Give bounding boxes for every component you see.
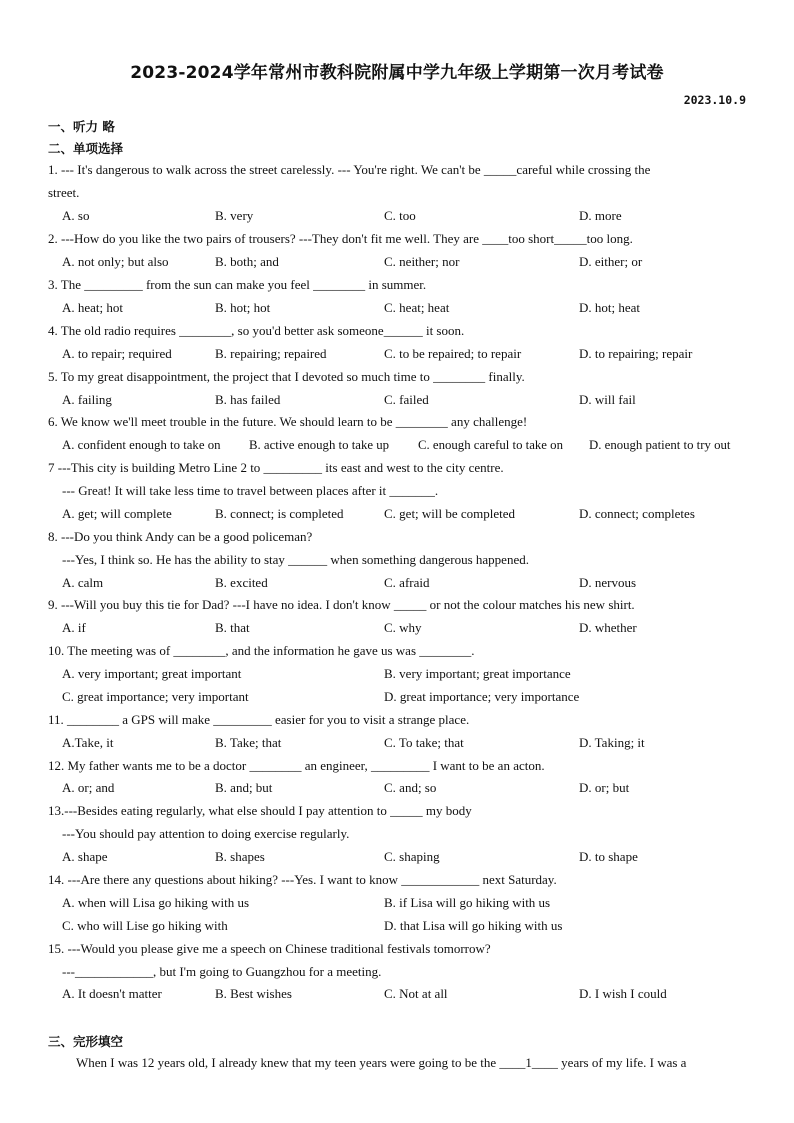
question-3-stem: 3. The _________ from the sun can make you feel ________ in summer. xyxy=(48,277,427,292)
question-15-stem-cont: ---____________, but I'm going to Guangzhou for a meeting. xyxy=(62,964,382,979)
question-8-option-c: C. afraid xyxy=(384,575,430,590)
question-5-stem: 5. To my great disappointment, the project that I devoted so much time to ________ finally. xyxy=(48,369,525,384)
question-8-stem: 8. ---Do you think Andy can be a good policeman? xyxy=(48,529,313,544)
question-2-option-b: B. both; and xyxy=(215,254,279,269)
question-11-option-c: C. To take; that xyxy=(384,735,464,750)
question-1-option-b: B. very xyxy=(215,208,254,223)
question-10-stem: 10. The meeting was of ________, and the information he gave us was ________. xyxy=(48,643,475,658)
question-13-stem-cont: ---You should pay attention to doing exercise regularly. xyxy=(62,826,350,841)
question-6-option-c: C. enough careful to take on xyxy=(418,438,563,452)
question-9-option-a: A. if xyxy=(62,620,86,635)
question-11-option-d: D. Taking; it xyxy=(579,735,645,750)
question-1-option-c: C. too xyxy=(384,208,416,223)
question-13-option-c: C. shaping xyxy=(384,849,440,864)
question-7-option-b: B. connect; is completed xyxy=(215,506,344,521)
question-12-option-a: A. or; and xyxy=(62,780,115,795)
question-15-stem: 15. ---Would you please give me a speech on Chinese traditional festivals tomorrow? xyxy=(48,941,491,956)
question-2-stem: 2. ---How do you like the two pairs of trousers? ---They don't fit me well. They are ____too short_____too long. xyxy=(48,231,633,246)
question-5-option-c: C. failed xyxy=(384,392,429,407)
question-14-stem: 14. ---Are there any questions about hiking? ---Yes. I want to know ____________ next Saturday. xyxy=(48,872,557,887)
section-single-choice: 二、单项选择 xyxy=(48,141,124,156)
question-1-option-d: D. more xyxy=(579,208,622,223)
question-12-option-b: B. and; but xyxy=(215,780,273,795)
question-6-option-d: D. enough patient to try out xyxy=(589,438,731,452)
question-8-option-d: D. nervous xyxy=(579,575,637,590)
question-4-option-b: B. repairing; repaired xyxy=(215,346,327,361)
question-15-option-a: A. It doesn't matter xyxy=(62,986,162,1001)
question-15-option-b: B. Best wishes xyxy=(215,986,292,1001)
question-13-option-a: A. shape xyxy=(62,849,108,864)
question-8-option-a: A. calm xyxy=(62,575,104,590)
section-cloze: 三、完形填空 xyxy=(48,1034,124,1049)
question-13-option-b: B. shapes xyxy=(215,849,265,864)
question-4-option-d: D. to repairing; repair xyxy=(579,346,693,361)
question-7-stem: 7 ---This city is building Metro Line 2 to _________ its east and west to the city centre. xyxy=(48,460,504,475)
question-11-stem: 11. ________ a GPS will make _________ easier for you to visit a strange place. xyxy=(48,712,470,727)
question-3-option-a: A. heat; hot xyxy=(62,300,124,315)
question-11-option-b: B. Take; that xyxy=(215,735,282,750)
question-7-option-a: A. get; will complete xyxy=(62,506,172,521)
question-9-option-b: B. that xyxy=(215,620,250,635)
question-14-option-b: B. if Lisa will go hiking with us xyxy=(384,895,551,910)
question-10-option-d: D. great importance; very importance xyxy=(384,689,580,704)
question-1-option-a: A. so xyxy=(62,208,90,223)
question-1-stem-cont: street. xyxy=(48,185,80,200)
question-7-option-c: C. get; will be completed xyxy=(384,506,516,521)
question-2-option-c: C. neither; nor xyxy=(384,254,460,269)
question-2-option-d: D. either; or xyxy=(579,254,643,269)
question-14-option-c: C. who will Lise go hiking with xyxy=(62,918,228,933)
question-12-stem: 12. My father wants me to be a doctor ________ an engineer, _________ I want to be an acton. xyxy=(48,758,545,773)
question-4-stem: 4. The old radio requires ________, so you'd better ask someone______ it soon. xyxy=(48,323,465,338)
question-10-option-b: B. very important; great importance xyxy=(384,666,571,681)
question-8-option-b: B. excited xyxy=(215,575,268,590)
question-5-option-a: A. failing xyxy=(62,392,112,407)
cloze-passage-line-1: When I was 12 years old, I already knew that my teen years were going to be the ____1____ years of my life. I was a xyxy=(76,1055,687,1070)
question-15-option-c: C. Not at all xyxy=(384,986,448,1001)
question-5-option-b: B. has failed xyxy=(215,392,281,407)
question-6-option-b: B. active enough to take up xyxy=(249,438,390,452)
question-9-option-d: D. whether xyxy=(579,620,637,635)
question-7-stem-cont: --- Great! It will take less time to travel between places after it _______. xyxy=(62,483,439,498)
question-11-option-a: A.Take, it xyxy=(62,735,114,750)
question-3-option-c: C. heat; heat xyxy=(384,300,450,315)
question-3-option-b: B. hot; hot xyxy=(215,300,271,315)
question-2-option-a: A. not only; but also xyxy=(62,254,169,269)
question-14-option-d: D. that Lisa will go hiking with us xyxy=(384,918,563,933)
section-listening: 一、听力 略 xyxy=(48,119,115,134)
question-9-stem: 9. ---Will you buy this tie for Dad? ---I have no idea. I don't know _____ or not the colour matches his new shirt. xyxy=(48,597,635,612)
question-15-option-d: D. I wish I could xyxy=(579,986,667,1001)
question-13-stem: 13.---Besides eating regularly, what else should I pay attention to _____ my body xyxy=(48,803,472,818)
question-10-option-a: A. very important; great important xyxy=(62,666,242,681)
question-8-stem-cont: ---Yes, I think so. He has the ability to stay ______ when something dangerous happened. xyxy=(62,552,529,567)
question-4-option-c: C. to be repaired; to repair xyxy=(384,346,522,361)
question-12-option-d: D. or; but xyxy=(579,780,630,795)
question-4-option-a: A. to repair; required xyxy=(62,346,172,361)
question-6-option-a: A. confident enough to take on xyxy=(62,438,221,452)
question-3-option-d: D. hot; heat xyxy=(579,300,641,315)
question-12-option-c: C. and; so xyxy=(384,780,437,795)
question-9-option-c: C. why xyxy=(384,620,422,635)
question-1-stem: 1. --- It's dangerous to walk across the street carelessly. --- You're right. We can't be _____careful while crossing the xyxy=(48,162,651,177)
question-10-option-c: C. great importance; very important xyxy=(62,689,249,704)
exam-title: 2023-2024学年常州市教科院附属中学九年级上学期第一次月考试卷 xyxy=(130,63,664,83)
question-14-option-a: A. when will Lisa go hiking with us xyxy=(62,895,250,910)
question-13-option-d: D. to shape xyxy=(579,849,638,864)
question-5-option-d: D. will fail xyxy=(579,392,636,407)
question-6-stem: 6. We know we'll meet trouble in the future. We should learn to be ________ any challenge! xyxy=(48,414,528,429)
exam-date: 2023.10.9 xyxy=(683,93,746,107)
question-7-option-d: D. connect; completes xyxy=(579,506,695,521)
